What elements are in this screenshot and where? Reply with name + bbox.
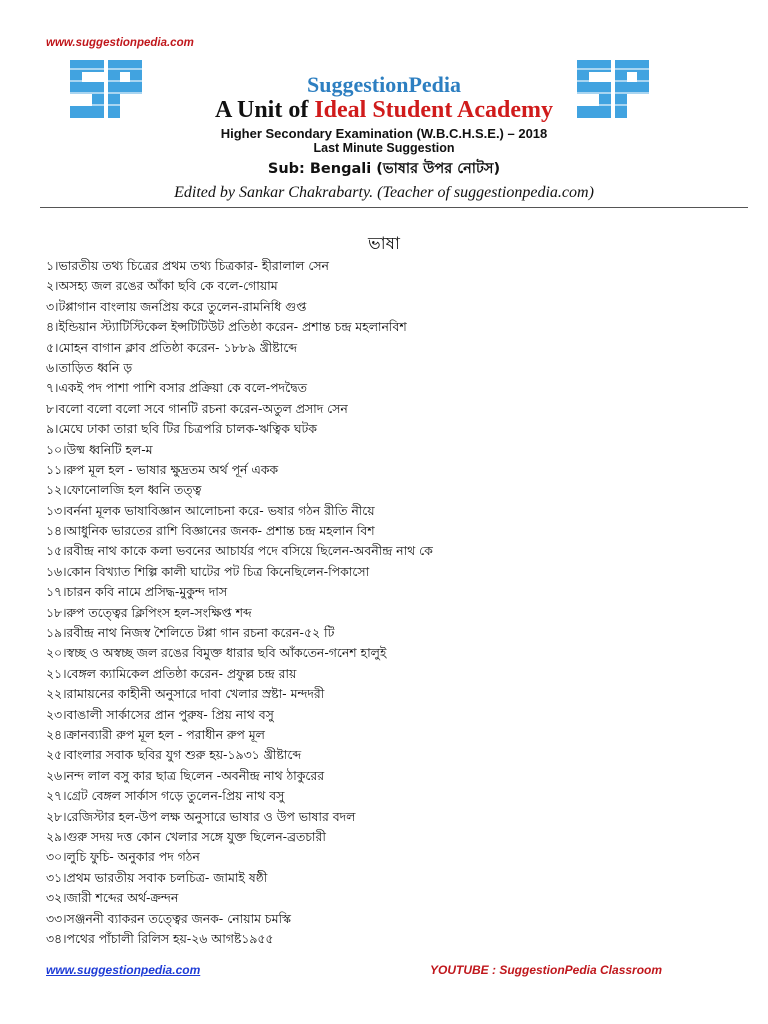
header-divider xyxy=(40,207,748,208)
list-item: ২২।রামায়নের কাহীনী অনুসারে দাবা খেলার স্রষ্টা- মন্দদরী xyxy=(46,686,325,702)
list-item: ৩৪।পথের পাঁচালী রিলিস হয়-২৬ আগষ্ট১৯৫৫ xyxy=(46,930,274,946)
exam-title: Higher Secondary Examination (W.B.C.H.S.E.) – 2018 xyxy=(220,126,548,141)
list-item: ৩।টপ্পাগান বাংলায় জনপ্রিয় করে তুলেন-রামনিধি গুপ্ত xyxy=(46,298,307,314)
list-item: ১৮।রুপ তত্ত্বের ক্লিপিংস হল-সংক্ষিপ্ত শব্দ xyxy=(46,604,252,620)
academy-name: Ideal Student Academy xyxy=(314,97,554,123)
list-item: ৪।ইন্ডিয়ান স্ট্যাটিস্টিকেল ইন্সটিটিউট প্রতিষ্ঠা করেন- প্রশান্ত চন্দ্র মহলানবিশ xyxy=(46,319,407,335)
unit-line xyxy=(0,97,768,124)
list-item: ২৪।ক্রানব্যারী রুপ মূল হল - পরাধীন রুপ মূল xyxy=(46,726,265,742)
list-item: ৩২।জারী শব্দের অর্থ-ক্রন্দন xyxy=(46,890,179,906)
list-item: ১১।রুপ মূল হল - ভাষার ক্ষুদ্রতম অর্থ পূর্ন একক xyxy=(46,461,279,477)
unit-prefix: A Unit of xyxy=(214,97,315,123)
list-item: ৩৩।সঞ্জননী ব্যাকরন তত্ত্বের জনক- নোয়াম চমস্কি xyxy=(46,910,291,926)
list-item: ২৬।নন্দ লাল বসু কার ছাত্র ছিলেন -অবনীন্দ্র নাথ ঠাকুরের xyxy=(46,767,325,783)
list-item: ১২।ফোনোলজি হল ধ্বনি তত্ত্ব xyxy=(46,482,202,498)
list-item: ২৩।বাঙালী সার্কাসের প্রান পুরুষ- প্রিয় নাথ বসু xyxy=(46,706,274,722)
list-item: ২।অসহ্য জল রঙের আঁকা ছবি কে বলে-গোয়াম xyxy=(46,278,278,294)
list-item: ১।ভারতীয় তথ্য চিত্রের প্রথম তথ্য চিত্রকার- হীরালাল সেন xyxy=(46,258,329,273)
list-item: ২১।বেঙ্গল ক্যামিকেল প্রতিষ্ঠা করেন- প্রফুল্ল চন্দ্র রায় xyxy=(46,665,297,681)
subject-line: Sub: Bengali (ভাষার উপর নোটস) xyxy=(267,161,501,177)
list-item: ২০।স্বচ্ছ ও অস্বচ্ছ জল রঙের বিমুক্ত ধারার ছবি আঁকতেন-গনেশ হালুই xyxy=(46,645,387,661)
list-item: ১৭।চারন কবি নামে প্রসিদ্ধ-মুকুন্দ দাস xyxy=(46,584,228,600)
question-list xyxy=(46,256,433,949)
list-item: ৬।তাড়িত ধ্বনি ড় xyxy=(46,359,133,375)
footer-youtube-text: YOUTUBE : SuggestionPedia Classroom xyxy=(430,963,663,977)
list-item: ১৯।রবীন্দ্র নাথ নিজস্ব শৈলিতে টপ্পা গান রচনা করেন-৫২ টি xyxy=(46,625,335,641)
list-item: ২৫।বাংলার সবাক ছবির যুগ শুরু হয়-১৯৩১ খ্রীষ্টাব্দে xyxy=(46,747,302,763)
list-item: ১৩।বর্ননা মূলক ভাষাবিজ্ঞান আলোচনা করে- ভষার গঠন রীতি নীয়ে xyxy=(46,502,375,518)
list-item: ১৫।রবীন্দ্র নাথ কাকে কলা ভবনের আচার্যর পদে বসিয়ে ছিলেন-অবনীন্দ্র নাথ কে xyxy=(46,543,433,559)
list-item: ৫।মোহন বাগান ক্লাব প্রতিষ্ঠা করেন- ১৮৮৯ খ্রীষ্টাব্দে xyxy=(46,339,298,355)
list-item: ৭।একই পদ পাশা পাশি বসার প্রক্রিয়া কে বলে-পদদ্বৈত xyxy=(46,380,307,396)
suggestion-subtitle: Last Minute Suggestion xyxy=(313,141,455,155)
list-item: ২৮।রেজিস্টার হল-উপ লক্ষ অনুসারে ভাষার ও উপ ভাষার বদল xyxy=(46,808,356,824)
list-item: ৮।বলো বলো বলো সবে গানটি রচনা করেন-অতুল প্রসাদ সেন xyxy=(46,400,348,416)
list-item: ১০।উষ্ম ধ্বনিটি হল-ম xyxy=(46,441,153,457)
list-item: ১৬।কোন বিখ্যাত শিল্পি কালী ঘাটের পট চিত্র কিনেছিলেন-পিকাসো xyxy=(46,563,370,579)
list-item: ৯।মেঘে ঢাকা তারা ছবি টির চিত্রপরি চালক-ঋত্বিক ঘটক xyxy=(46,421,317,437)
list-item: ২৯।গুরু সদয় দত্ত কোন খেলার সঙ্গে যুক্ত ছিলেন-ব্রতচারী xyxy=(46,828,326,844)
brand-title: SuggestionPedia xyxy=(306,72,462,97)
section-title: ভাষা xyxy=(368,234,400,254)
list-item: ৩০।লুচি ফুচি- অনুকার পদ গঠন xyxy=(46,849,200,865)
top-website-url[interactable]: www.suggestionpedia.com xyxy=(46,37,194,49)
list-item: ৩১।প্রথম ভারতীয় সবাক চলচিত্র- জামাই ষষ্ঠী xyxy=(46,869,268,885)
footer-website-link[interactable]: www.suggestionpedia.com xyxy=(46,963,201,977)
list-item: ২৭।গ্রেট বেঙ্গল সার্কাস গড়ে তুলেন-প্রিয় নাথ বসু xyxy=(46,788,285,804)
editor-credit: Edited by Sankar Chakrabarty. (Teacher of suggestionpedia.com) xyxy=(174,184,594,201)
list-item: ১৪।আধুনিক ভারতের রাশি বিজ্ঞানের জনক- প্রশান্ত চন্দ্র মহলান বিশ xyxy=(46,523,375,539)
